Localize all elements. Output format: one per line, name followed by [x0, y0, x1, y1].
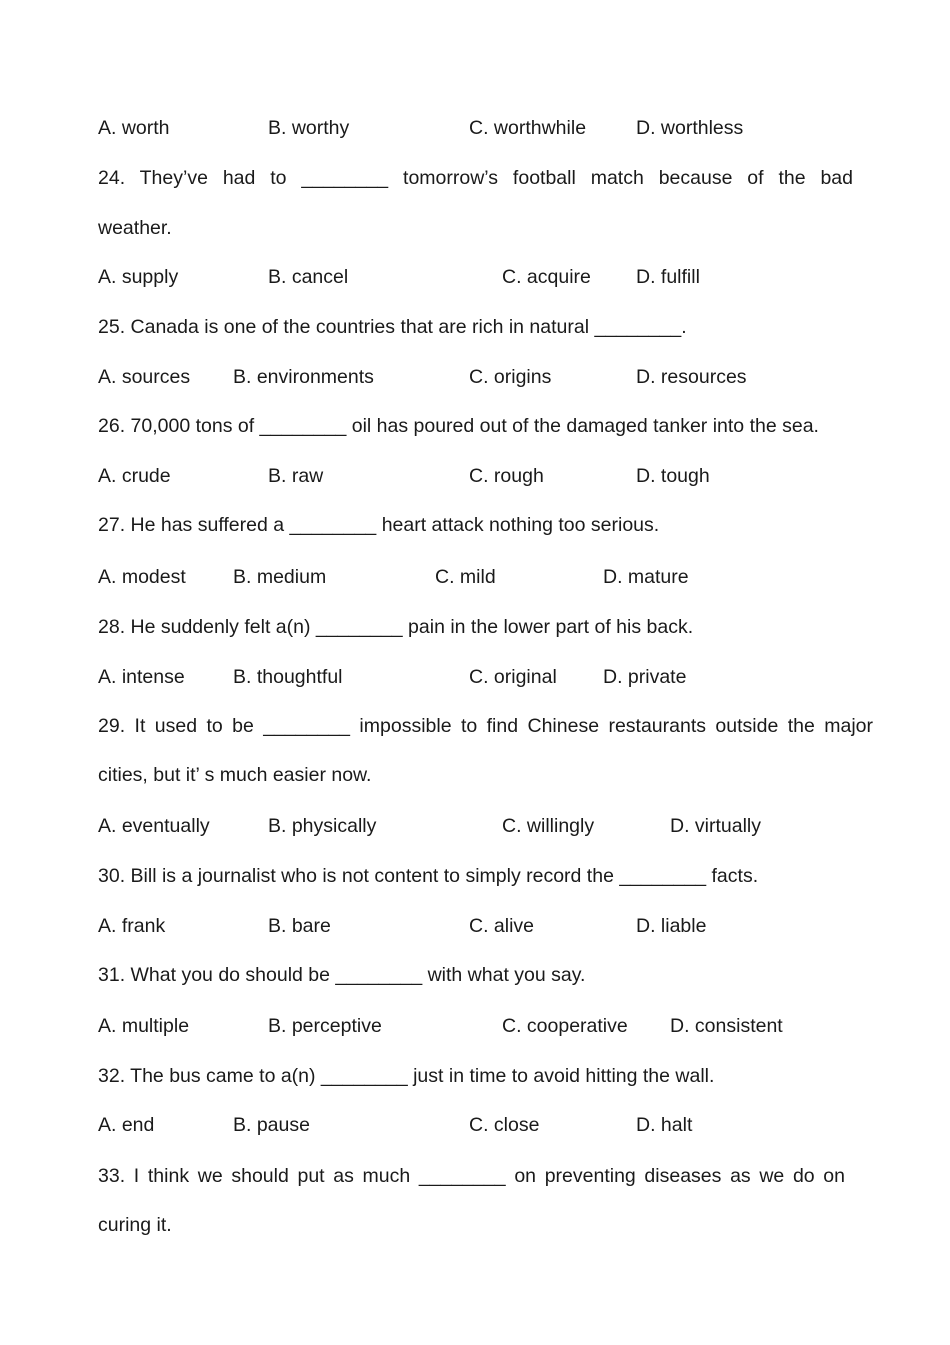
question-32: 32. The bus came to a(n) ________ just in time to avoid hitting the wall.	[98, 1065, 715, 1087]
option-25-a: A. sources	[98, 366, 191, 388]
question-33-line-2: curing it.	[98, 1214, 172, 1236]
question-33-line-1: 33. I think we should put as much ________ on preventing diseases as we do on	[98, 1165, 845, 1187]
option-27-d: D. mature	[603, 566, 689, 588]
option-30-b: B. bare	[268, 915, 331, 937]
question-29-line-1: 29. It used to be ________ impossible to find Chinese restaurants outside the major	[98, 715, 873, 737]
option-31-b: B. perceptive	[268, 1015, 382, 1037]
option-32-c: C. close	[469, 1114, 540, 1136]
option-30-a: A. frank	[98, 915, 166, 937]
option-26-c: C. rough	[469, 465, 544, 487]
option-24-a: A. supply	[98, 266, 179, 288]
option-30-d: D. liable	[636, 915, 707, 937]
option-26-b: B. raw	[268, 465, 324, 487]
question-24-line-2: weather.	[98, 217, 172, 239]
question-26: 26. 70,000 tons of ________ oil has poured out of the damaged tanker into the sea.	[98, 415, 819, 437]
option-29-b: B. physically	[268, 815, 377, 837]
question-24-line-1: 24. They’ve had to ________ tomorrow’s football match because of the bad	[98, 167, 853, 189]
question-28: 28. He suddenly felt a(n) ________ pain in the lower part of his back.	[98, 616, 694, 638]
option-29-c: C. willingly	[502, 815, 595, 837]
question-27: 27. He has suffered a ________ heart attack nothing too serious.	[98, 514, 660, 536]
question-30: 30. Bill is a journalist who is not content to simply record the ________ facts.	[98, 865, 759, 887]
option-30-c: C. alive	[469, 915, 535, 937]
question-31: 31. What you do should be ________ with what you say.	[98, 964, 586, 986]
question-25: 25. Canada is one of the countries that are rich in natural ________.	[98, 316, 687, 338]
option-29-a: A. eventually	[98, 815, 210, 837]
option-26-a: A. crude	[98, 465, 171, 487]
option-31-c: C. cooperative	[502, 1015, 628, 1037]
option-27-c: C. mild	[435, 566, 496, 588]
option-32-b: B. pause	[233, 1114, 310, 1136]
option-23-d: D. worthless	[636, 117, 744, 139]
option-28-b: B. thoughtful	[233, 666, 343, 688]
option-24-b: B. cancel	[268, 266, 349, 288]
option-28-c: C. original	[469, 666, 557, 688]
question-29-line-2: cities, but it’ s much easier now.	[98, 764, 372, 786]
option-24-d: D. fulfill	[636, 266, 700, 288]
option-23-b: B. worthy	[268, 117, 350, 139]
option-26-d: D. tough	[636, 465, 710, 487]
option-32-a: A. end	[98, 1114, 155, 1136]
option-31-d: D. consistent	[670, 1015, 783, 1037]
option-27-b: B. medium	[233, 566, 327, 588]
option-25-d: D. resources	[636, 366, 747, 388]
option-31-a: A. multiple	[98, 1015, 190, 1037]
option-28-d: D. private	[603, 666, 687, 688]
option-27-a: A. modest	[98, 566, 186, 588]
option-24-c: C. acquire	[502, 266, 591, 288]
option-32-d: D. halt	[636, 1114, 693, 1136]
option-23-a: A. worth	[98, 117, 170, 139]
option-28-a: A. intense	[98, 666, 185, 688]
option-25-c: C. origins	[469, 366, 552, 388]
option-23-c: C. worthwhile	[469, 117, 587, 139]
option-29-d: D. virtually	[670, 815, 762, 837]
option-25-b: B. environments	[233, 366, 374, 388]
